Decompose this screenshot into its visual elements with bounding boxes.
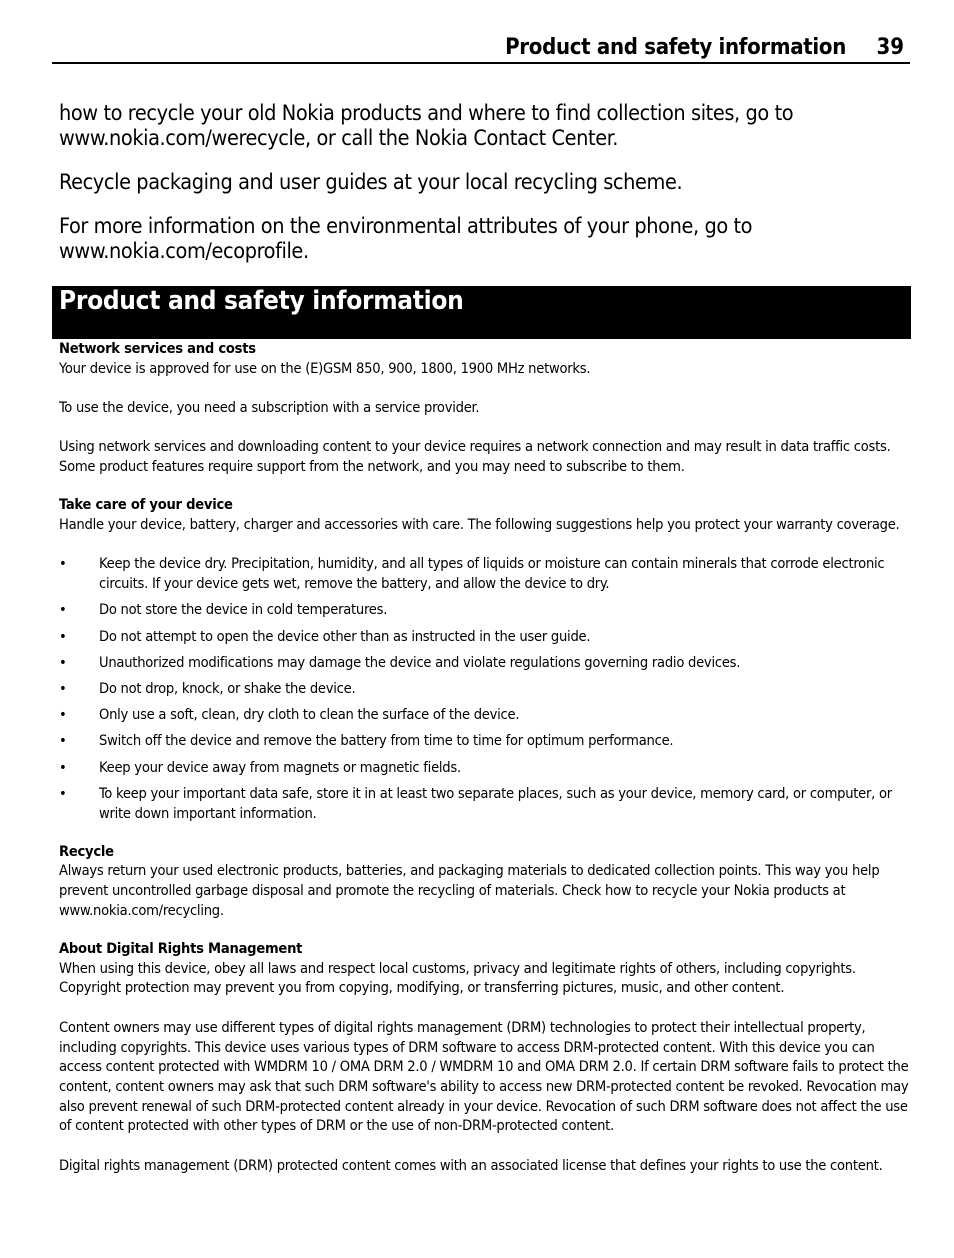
care-bullet-list — [59, 554, 911, 823]
bullet-icon: • — [59, 627, 67, 645]
list-item — [59, 731, 911, 751]
list-item — [59, 784, 911, 823]
list-item-text: Keep your device away from magnets or magnetic fields. — [99, 758, 461, 776]
bullet-icon: • — [59, 601, 67, 619]
section-content — [59, 339, 911, 1175]
paragraph: Digital rights management (DRM) protected content comes with an associated license that defines your rights to use the content. — [59, 1156, 883, 1174]
paragraph: To use the device, you need a subscription with a service provider. — [59, 399, 480, 417]
paragraph: Always return your used electronic products, batteries, and packaging materials to dedicated collection points. This way you help prevent uncontrolled garbage disposal and promote the recycling of materials. Check how to recycle your Nokia products at www.nokia.com/recycling. — [59, 862, 880, 919]
bullet-icon: • — [59, 680, 67, 697]
section-title: Product and safety information — [59, 286, 464, 316]
bullet-icon: • — [59, 758, 67, 776]
paragraph: Your device is approved for use on the (E)GSM 850, 900, 1800, 1900 MHz networks. — [59, 359, 591, 377]
intro-paragraph: how to recycle your old Nokia products and where to find collection sites, go to www.nokia.com/werecycle, or call the Nokia Contact Center. — [59, 101, 794, 151]
intro-paragraph: Recycle packaging and user guides at your local recycling scheme. — [59, 170, 683, 195]
list-item — [59, 653, 911, 673]
heading-network-services: Network services and costs — [59, 340, 256, 357]
bullet-icon: • — [59, 706, 67, 724]
heading-recycle: Recycle — [59, 842, 114, 860]
bullet-icon: • — [59, 653, 67, 671]
list-item-text: Do not store the device in cold temperatures. — [99, 601, 388, 619]
running-header — [52, 34, 910, 64]
list-item-text: Keep the device dry. Precipitation, humidity, and all types of liquids or moisture can contain minerals that corrode electronic circuits. If your device gets wet, remove the battery, and allow the device to dry. — [99, 555, 885, 593]
paragraph: Handle your device, battery, charger and accessories with care. The following suggestions help you protect your warranty coverage. — [59, 516, 900, 534]
bullet-icon: • — [59, 732, 67, 750]
list-item-text: Switch off the device and remove the battery from time to time for optimum performance. — [99, 732, 674, 750]
heading-take-care: Take care of your device — [59, 496, 233, 514]
list-item — [59, 705, 911, 725]
bullet-icon: • — [59, 555, 67, 573]
paragraph: Content owners may use different types of digital rights management (DRM) technologies to protect their intellectual property, including copyrights. This device uses various types of DRM software to access DRM-protected content. With this device you can access content protected with WMDRM 10 / OMA DRM 2.0 / WMDRM 10 and OMA DRM 2.0. If certain DRM software fails to protect the content, content owners may ask that such DRM software's ability to access new DRM-protected content be revoked. Revocation may also prevent renewal of such DRM-protected content already in your device. Revocation of such DRM software does not affect the use of content protected with other types of DRM or the use of non-DRM-protected content. — [59, 1018, 909, 1135]
list-item-text: Do not attempt to open the device other than as instructed in the user guide. — [99, 627, 591, 645]
list-item — [59, 600, 911, 620]
running-header-title: Product and safety information — [505, 35, 846, 60]
list-item — [59, 758, 911, 778]
list-item — [59, 627, 911, 647]
heading-drm: About Digital Rights Management — [59, 940, 303, 958]
list-item-text: To keep your important data safe, store it in at least two separate places, such as your device, memory card, or computer, or write down important information. — [99, 784, 892, 822]
list-item-text: Do not drop, knock, or shake the device. — [99, 680, 356, 697]
list-item-text: Only use a soft, clean, dry cloth to clean the surface of the device. — [99, 706, 520, 724]
list-item-text: Unauthorized modifications may damage the device and violate regulations governing radio devices. — [99, 653, 741, 671]
paragraph: Using network services and downloading content to your device requires a network connection and may result in data traffic costs. Some product features require support from the network, and you may need to subscribe to them. — [59, 438, 891, 476]
intro-paragraph: For more information on the environmental attributes of your phone, go to www.nokia.com/ecoprofile. — [59, 214, 753, 264]
page-number: 39 — [876, 35, 904, 60]
list-item — [59, 554, 911, 593]
bullet-icon: • — [59, 784, 67, 802]
list-item — [59, 679, 911, 699]
paragraph: When using this device, obey all laws and respect local customs, privacy and legitimate rights of others, including copyrights. Copyright protection may prevent you from copying, modifying, or transferring pictures, music, and other content. — [59, 959, 856, 997]
section-heading-bar — [52, 286, 911, 339]
intro-text — [59, 101, 909, 283]
